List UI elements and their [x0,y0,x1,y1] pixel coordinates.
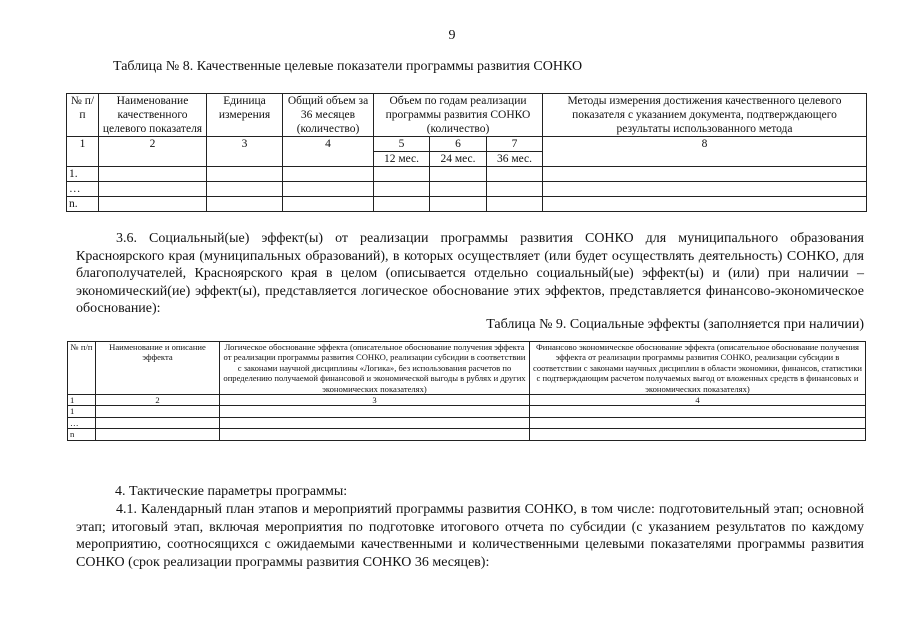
t9-header-num: № п/п [68,342,96,395]
t9-colnum: 2 [96,395,220,406]
t8-header-total: Общий объем за 36 месяцев (количество) [283,94,374,137]
t8-period: 24 мес. [430,152,487,167]
t9-colnum: 4 [530,395,866,406]
table-row [68,417,866,428]
t8-colnum: 1 [67,137,99,167]
t8-colnum: 3 [207,137,283,167]
t8-colnum: 7 [487,137,543,152]
t9-header-logic: Логическое обоснование эффекта (описательное обоснование получения эффекта от реализации программы развития СОНКО, реализации субсидии в соответствии с законами научной дисциплины «Логика», без использования расчетов по определению получаемой финансовой и экономической выгоды в рублях и других экономических показателях) [220,342,530,395]
page-number: 9 [448,28,456,43]
t8-colnum: 8 [543,137,867,167]
t8-header-name: Наименование качественного целевого показателя [99,94,207,137]
t9-row-label: 1 [68,406,96,417]
paragraph-4-1: 4.1. Календарный план этапов и мероприятий программы развития СОНКО, в том числе: подготовительный этап; основной этап; итоговый этап, включая мероприятия по подготовке итогового отчета по субсидии (с указанием результатов по каждому мероприятию, соотносящихся с ожидаемыми качественными и количественными целевыми показателями программы развития СОНКО (срок реализации программы развития СОНКО 36 месяцев): [76,502,864,570]
paragraph-3-6: 3.6. Социальный(ые) эффект(ы) от реализации программы развития СОНКО для муниципального образования Красноярского края (муниципальных образований), в которых осуществляет (или будет осуществлять деятельность) СОНКО, для благополучателей, Красноярского края в целом (описывается отдельно социальный(ые) эффект(ы) и (или) при наличии – экономический(ие) эффект(ы), представляется логическое обоснование этих эффектов, представляется финансово-экономическое обоснование): [76,231,864,316]
t9-header-name: Наименование и описание эффекта [96,342,220,395]
table9 [67,341,866,441]
t9-row-label: … [68,417,96,428]
t9-colnum: 1 [68,395,96,406]
table-row [68,429,866,440]
table8 [66,93,867,212]
table-row [67,197,867,212]
t8-row-label: … [67,182,99,197]
table-row [67,167,867,182]
t8-header-by-year: Объем по годам реализации программы развития СОНКО (количество) [374,94,543,137]
t9-row-label: n [68,429,96,440]
t8-header-methods: Методы измерения достижения качественного целевого показателя с указанием документа, подтверждающего результаты использованного метода [543,94,867,137]
t8-period: 36 мес. [487,152,543,167]
table-row [68,406,866,417]
t9-header-finance: Финансово экономическое обоснование эффекта (описательное обоснование получения эффекта от реализации программы развития СОНКО, реализации субсидии в соответствии с законами научных дисциплин в области экономики, финансов, статистики с подтверждающим расчетом получаемых выгод от вложенных средств в финансовых и экономических показателях) [530,342,866,395]
table-row [67,182,867,197]
t9-colnum: 3 [220,395,530,406]
t8-colnum: 5 [374,137,430,152]
t8-row-label: n. [67,197,99,212]
t8-colnum: 2 [99,137,207,167]
t8-row-label: 1. [67,167,99,182]
section-4-heading: 4. Тактические параметры программы: [115,484,348,499]
table9-title: Таблица № 9. Социальные эффекты (заполняется при наличии) [486,317,864,332]
table8-title: Таблица № 8. Качественные целевые показатели программы развития СОНКО [113,59,583,74]
t8-colnum: 6 [430,137,487,152]
t8-header-num: № п/п [67,94,99,137]
t8-period: 12 мес. [374,152,430,167]
t8-header-unit: Единица измерения [207,94,283,137]
t8-colnum: 4 [283,137,374,167]
